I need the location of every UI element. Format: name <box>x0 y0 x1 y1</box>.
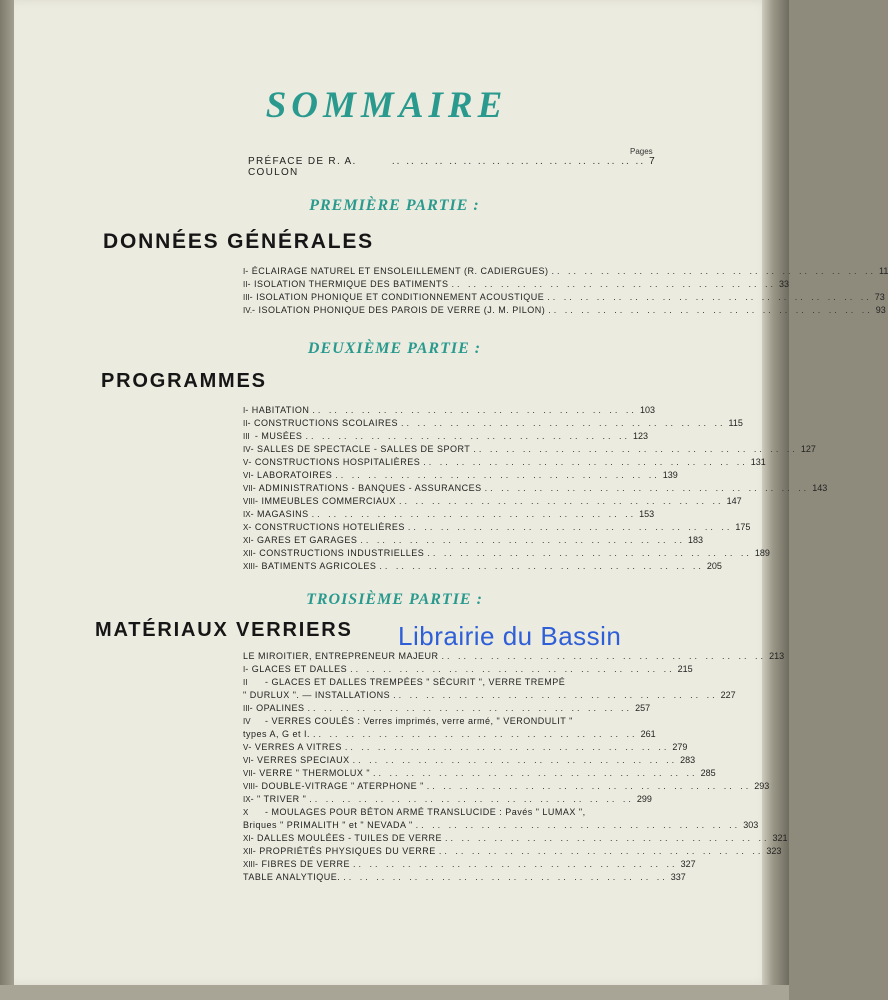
chapter-number: X <box>243 808 249 817</box>
chapter-number: X <box>243 523 249 532</box>
chapter-number: IX <box>243 795 251 804</box>
toc-row <box>243 780 770 793</box>
leader-dots: .. .. .. .. .. .. .. .. .. .. .. .. .. .. .. .. .. .. .. .. <box>307 703 633 713</box>
leader-dots: .. .. .. .. .. .. .. .. .. .. .. .. .. .. .. .. .. .. .. .. <box>484 483 810 493</box>
chapter-title: - BATIMENTS AGRICOLES <box>255 561 377 571</box>
chapter-number: III <box>243 293 250 302</box>
toc-row <box>243 741 688 754</box>
chapter-number: XI <box>243 536 251 545</box>
chapter-title: " DURLUX ". — INSTALLATIONS <box>243 690 391 700</box>
watermark: Librairie du Bassin <box>398 621 622 651</box>
chapter-number: V <box>243 458 249 467</box>
chapter-number: VI <box>243 756 251 765</box>
page-number: 189 <box>754 548 770 558</box>
chapter-number: XIII <box>243 562 256 571</box>
page-number: 147 <box>726 496 742 506</box>
chapter-number: II <box>243 419 248 428</box>
leader-dots: .. .. .. .. .. .. .. .. .. .. .. .. .. .. .. .. .. .. .. .. <box>350 664 675 674</box>
chapter-number: III <box>243 432 250 441</box>
toc-row <box>243 430 648 443</box>
chapter-number: VII <box>243 484 253 493</box>
part-heading-1: PREMIÈRE PARTIE : <box>309 197 480 214</box>
chapter-number: IV <box>243 717 251 726</box>
chapter-title: types A, G et I. <box>243 729 311 739</box>
page-number <box>617 806 639 819</box>
toc-row <box>243 676 639 689</box>
chapter-number: V <box>243 743 249 752</box>
leader-dots: .. .. .. .. .. .. .. .. .. .. .. .. .. .. .. .. .. .. .. .. <box>344 742 670 752</box>
chapter-title: - ÉCLAIRAGE NATUREL ET ENSOLEILLEMENT (R. CADIERGUES) <box>245 266 549 276</box>
page-number: 261 <box>640 729 656 739</box>
pages-column-label: Pages <box>630 147 653 156</box>
toc-row <box>243 404 655 417</box>
chapter-title: - IMMEUBLES COMMERCIAUX <box>255 496 397 506</box>
page-number: 33 <box>779 279 790 289</box>
chapter-title: - VERRES COULÉS : Verres imprimés, verre armé, " VERONDULIT " <box>265 716 573 726</box>
chapter-number: II <box>243 280 248 289</box>
leader-dots: .. .. .. .. .. .. .. .. .. .. .. .. .. .. .. .. .. .. .. .. <box>438 846 764 856</box>
leader-dots: .. .. .. .. .. .. .. .. .. .. .. .. .. .. .. .. .. .. .. .. <box>423 457 748 467</box>
chapter-number: XI <box>243 834 251 843</box>
chapter-title: - ISOLATION THERMIQUE DES BATIMENTS <box>247 279 449 289</box>
preface-page: 7 <box>649 156 656 167</box>
leader-dots: .. .. .. .. .. .. .. .. .. .. .. .. .. .. .. .. .. .. .. .. <box>473 444 798 454</box>
page-number: 123 <box>632 431 648 441</box>
toc-row <box>243 534 703 547</box>
toc-row <box>243 456 766 469</box>
page-number: 127 <box>800 444 816 454</box>
chapter-title: - GLACES ET DALLES TREMPÉES " SÉCURIT ", VERRE TREMPÉ <box>265 677 566 687</box>
preface-entry <box>248 156 656 178</box>
page-number: 139 <box>662 470 678 480</box>
toc-row <box>243 469 678 482</box>
chapter-title: - MAGASINS <box>250 509 309 519</box>
chapter-title: Briques " PRIMALITH " et " NEVADA " <box>243 820 413 830</box>
page-number: 131 <box>750 457 766 467</box>
chapter-title: - MUSÉES <box>254 431 303 441</box>
toc-row <box>243 482 828 495</box>
leader-dots: .. .. .. .. .. .. .. .. .. .. .. .. .. .. .. .. .. .. .. .. <box>335 470 660 480</box>
toc-row <box>243 871 686 884</box>
page-number: 327 <box>680 859 696 869</box>
leader-dots: .. .. .. .. .. .. .. .. .. .. .. .. .. .. .. .. .. .. .. .. <box>415 820 741 830</box>
page-number: 175 <box>735 522 751 532</box>
leader-dots <box>576 715 614 728</box>
leader-dots: .. .. .. .. .. .. .. .. .. .. .. .. .. .. .. .. .. .. .. .. <box>309 794 634 804</box>
page-number: 93 <box>875 305 886 315</box>
page-number: 321 <box>772 833 788 843</box>
chapter-title: - FIBRES DE VERRE <box>255 859 351 869</box>
toc-list-1 <box>243 265 888 317</box>
section-title-3: MATÉRIAUX VERRIERS <box>95 619 353 641</box>
leader-dots: .. .. .. .. .. .. .. .. .. .. .. .. .. .. .. .. .. .. .. .. <box>353 859 678 869</box>
page-number: 183 <box>687 535 703 545</box>
chapter-number: III <box>243 704 250 713</box>
chapter-title: - " TRIVER " <box>250 794 307 804</box>
page-number <box>617 715 639 728</box>
chapter-number: VI <box>243 471 251 480</box>
toc-row <box>243 806 639 819</box>
preface-label: PRÉFACE DE R. A. COULON <box>248 156 357 178</box>
toc-list-2 <box>243 404 828 573</box>
chapter-number: I <box>243 267 246 276</box>
page-title: SOMMAIRE <box>265 85 508 126</box>
part-heading-3: TROISIÈME PARTIE : <box>306 591 483 608</box>
part-heading-2: DEUXIÈME PARTIE : <box>307 340 482 357</box>
toc-row <box>243 663 693 676</box>
page-number: 11 <box>879 266 888 276</box>
leader-dots: .. .. .. .. .. .. .. .. .. .. .. .. .. .. .. .. .. .. .. .. <box>311 509 637 519</box>
leader-dots <box>568 676 614 689</box>
chapter-title: LE MIROITIER, ENTREPRENEUR MAJEUR <box>243 651 439 661</box>
leader-dots: .. .. .. .. .. .. .. .. .. .. .. .. .. .. .. .. .. .. .. .. <box>426 781 752 791</box>
toc-row <box>243 702 651 715</box>
chapter-title: - CONSTRUCTIONS HOSPITALIÈRES <box>248 457 421 467</box>
page-number: 285 <box>700 768 716 778</box>
toc-list-3 <box>243 650 788 884</box>
page-number: 205 <box>706 561 722 571</box>
leader-dots: .. .. .. .. .. .. .. .. .. .. .. .. .. .. .. .. .. .. .. .. <box>451 279 777 289</box>
chapter-number: IV <box>243 445 251 454</box>
page-number: 293 <box>754 781 770 791</box>
page-number: 257 <box>635 703 651 713</box>
chapter-number: XII <box>243 549 253 558</box>
chapter-number: VIII <box>243 782 256 791</box>
chapter-title: - GLACES ET DALLES <box>245 664 348 674</box>
chapter-title: - GARES ET GARAGES <box>250 535 358 545</box>
page-number: 115 <box>728 418 743 428</box>
leader-dots: .. .. .. .. .. .. .. .. .. .. .. .. .. .. .. .. .. .. .. .. <box>393 690 718 700</box>
leader-dots: .. .. .. .. .. .. .. .. .. .. .. .. .. .. .. .. .. .. .. .. <box>548 305 873 315</box>
toc-row <box>243 265 888 278</box>
toc-row <box>243 715 639 728</box>
leader-dots: .. .. .. .. .. .. .. .. .. .. .. .. .. .. .. .. .. .. .. .. <box>312 405 637 415</box>
section-title-2: PROGRAMMES <box>101 370 267 392</box>
toc-row <box>243 521 751 534</box>
leader-dots: .. .. .. .. .. .. .. .. .. .. .. .. .. .. .. .. .. .. .. .. <box>343 872 668 882</box>
chapter-title: - OPALINES <box>249 703 305 713</box>
chapter-title: - MOULAGES POUR BÉTON ARMÉ TRANSLUCIDE : Pavés " LUMAX ", <box>265 807 586 817</box>
chapter-title: - LABORATOIRES <box>250 470 333 480</box>
chapter-number: XII <box>243 847 253 856</box>
page-number: 283 <box>680 755 696 765</box>
chapter-title: - DALLES MOULÉES - TUILES DE VERRE <box>250 833 442 843</box>
page-number: 299 <box>636 794 652 804</box>
chapter-title: - CONSTRUCTIONS HOTELIÈRES <box>248 522 405 532</box>
chapter-number: II <box>243 678 248 687</box>
chapter-number: VII <box>243 769 253 778</box>
leader-dots: .. .. .. .. .. .. .. .. .. .. .. .. .. .. .. .. .. .. .. .. <box>352 755 678 765</box>
page-number: 153 <box>639 509 655 519</box>
page-number: 213 <box>769 651 785 661</box>
toc-row <box>243 858 696 871</box>
toc-row <box>243 443 816 456</box>
chapter-number: I <box>243 665 246 674</box>
toc-row <box>243 560 722 573</box>
page-number: 227 <box>720 690 736 700</box>
chapter-title: - PROPRIÉTÉS PHYSIQUES DU VERRE <box>252 846 436 856</box>
leader-dots: .. .. .. .. .. .. .. .. .. .. .. .. .. .. .. .. .. .. .. .. <box>547 292 872 302</box>
toc-row <box>243 304 886 317</box>
toc-row <box>243 547 770 560</box>
toc-row <box>243 495 742 508</box>
chapter-number: I <box>243 406 246 415</box>
leader-dots: .. .. .. .. .. .. .. .. .. .. .. .. .. .. .. .. .. .. .. .. <box>444 833 770 843</box>
page-bottom-edge <box>0 985 789 1000</box>
leader-dots: .. .. .. .. .. .. .. .. .. .. .. .. .. .. .. .. .. .. .. .. <box>373 768 698 778</box>
toc-row <box>243 819 759 832</box>
toc-row <box>243 291 885 304</box>
page-number: 323 <box>766 846 782 856</box>
page-number: 279 <box>672 742 688 752</box>
leader-dots: .. .. .. .. .. .. .. .. .. .. .. .. .. .. .. .. .. .. .. .. <box>379 561 704 571</box>
leader-dots: .. .. .. .. .. .. .. .. .. .. .. .. .. .. .. .. .. .. .. .. <box>360 535 685 545</box>
toc-row <box>243 278 790 291</box>
chapter-title: - VERRE " THERMOLUX " <box>252 768 371 778</box>
leader-dots: .. .. .. .. .. .. .. .. .. .. .. .. .. .. .. .. .. .. .. .. <box>407 522 733 532</box>
chapter-title: - DOUBLE-VITRAGE " ATERPHONE " <box>255 781 424 791</box>
toc-row <box>243 508 655 521</box>
chapter-title: - VERRES A VITRES <box>248 742 342 752</box>
leader-dots: .. .. .. .. .. .. .. .. .. .. .. .. .. .. .. .. .. .. .. .. <box>313 729 638 739</box>
chapter-title: - ISOLATION PHONIQUE ET CONDITIONNEMENT ACOUSTIQUE <box>249 292 545 302</box>
page-number: 215 <box>677 664 693 674</box>
page-number: 73 <box>874 292 885 302</box>
page-number: 103 <box>639 405 655 415</box>
leader-dots: .. .. .. .. .. .. .. .. .. .. .. .. .. .. .. .. .. .. .. .. <box>400 418 726 428</box>
chapter-title: - SALLES DE SPECTACLE - SALLES DE SPORT <box>250 444 471 454</box>
leader-dots <box>589 806 614 819</box>
chapter-title: - VERRES SPECIAUX <box>250 755 350 765</box>
chapter-title: - CONSTRUCTIONS INDUSTRIELLES <box>252 548 425 558</box>
chapter-number: XIII <box>243 860 256 869</box>
chapter-title: TABLE ANALYTIQUE. <box>243 872 341 882</box>
toc-row <box>243 832 788 845</box>
chapter-title: - ISOLATION PHONIQUE DES PAROIS DE VERRE (J. M. PILON) <box>252 305 546 315</box>
toc-row <box>243 845 782 858</box>
toc-row <box>243 417 743 430</box>
chapter-title: - HABITATION <box>245 405 310 415</box>
leader-dots: .. .. .. .. .. .. .. .. .. .. .. .. .. .. .. .. .. .. .. .. <box>551 266 876 276</box>
toc-row <box>243 793 652 806</box>
toc-row <box>243 754 696 767</box>
toc-row <box>243 767 716 780</box>
chapter-title: - ADMINISTRATIONS - BANQUES - ASSURANCES <box>252 483 482 493</box>
page-number: 337 <box>670 872 686 882</box>
leader-dots: .. .. .. .. .. .. .. .. .. .. .. .. .. .. .. .. .. .. .. .. <box>441 651 767 661</box>
toc-row <box>243 689 736 702</box>
leader-dots: .. .. .. .. .. .. .. .. .. .. .. .. .. .. .. .. .. .. .. .. <box>427 548 752 558</box>
page-number <box>617 676 639 689</box>
chapter-number: IV. <box>243 306 253 315</box>
leader-dots: .. .. .. .. .. .. .. .. .. .. .. .. .. .. .. .. .. .. <box>391 156 646 167</box>
toc-row <box>243 728 656 741</box>
page-number: 303 <box>743 820 759 830</box>
leader-dots: .. .. .. .. .. .. .. .. .. .. .. .. .. .. .. .. .. .. .. .. <box>305 431 630 441</box>
chapter-number: VIII <box>243 497 256 506</box>
section-title-1: DONNÉES GÉNÉRALES <box>103 230 374 253</box>
page-number: 143 <box>812 483 828 493</box>
chapter-title: - CONSTRUCTIONS SCOLAIRES <box>247 418 398 428</box>
chapter-number: IX <box>243 510 251 519</box>
leader-dots: .. .. .. .. .. .. .. .. .. .. .. .. .. .. .. .. .. .. .. .. <box>399 496 724 506</box>
